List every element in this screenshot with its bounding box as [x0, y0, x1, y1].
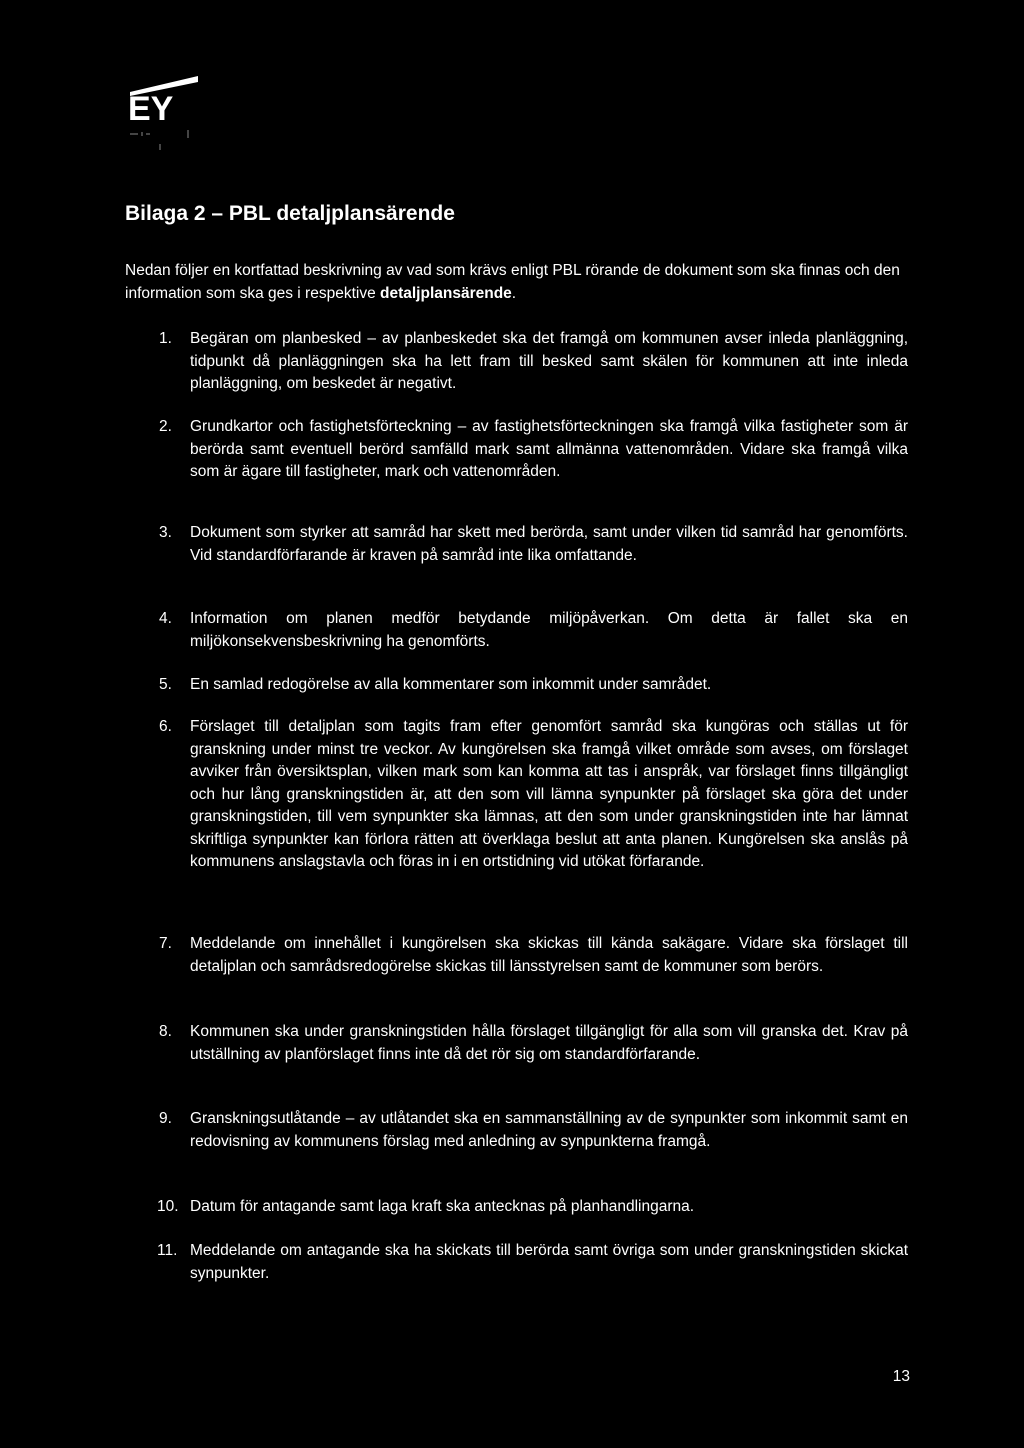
- intro-paragraph: [125, 259, 906, 305]
- list-item-number: 7.: [159, 935, 172, 952]
- list-item-number: 5.: [159, 676, 172, 693]
- list-item-number: 4.: [159, 610, 172, 627]
- document-heading: Bilaga 2 – PBL detaljplansärende: [125, 202, 455, 225]
- list-item-text: Kommunen ska under granskningstiden hålla förslaget tillgängligt för alla som vill granska det. Krav på utställning av planförslaget finns inte då det rör sig om standardförfarande.: [190, 1023, 908, 1063]
- list-item-number: 9.: [159, 1110, 172, 1127]
- list-item-number: 3.: [159, 524, 172, 541]
- page-number: 13: [892, 1368, 910, 1385]
- list-item-number: 2.: [159, 418, 172, 435]
- list-item-text: Begäran om planbesked – av planbeskedet ska det framgå om kommunen avser inleda planläggning, tidpunkt då planläggningen ska ha lett fram till besked samt skälen för kommunen att inte inleda planläggning, om beskedet är negativt.: [190, 330, 908, 392]
- logo-text: EY: [128, 90, 174, 128]
- list-item-number: 6.: [159, 718, 172, 735]
- list-item-number: 10.: [157, 1198, 179, 1215]
- list-item-text: Meddelande om antagande ska ha skickats till berörda samt övriga som under granskningstiden skickat synpunkter.: [190, 1242, 908, 1282]
- intro-text: Nedan följer en kortfattad beskrivning av vad som krävs enligt PBL rörande de dokument som ska finnas och den information som ska ges i respektive: [125, 262, 900, 302]
- list-item-number: 11.: [157, 1242, 178, 1259]
- list-item-text: En samlad redogörelse av alla kommentarer som inkommit under samrådet.: [190, 676, 712, 693]
- list-item-number: 1.: [159, 330, 172, 347]
- list-item-text: Datum för antagande samt laga kraft ska antecknas på planhandlingarna.: [190, 1198, 695, 1215]
- list-item-text: Dokument som styrker att samråd har skett med berörda, samt under vilken tid samråd har genomförts. Vid standardförfarande är kraven på samråd inte lika omfattande.: [190, 524, 908, 564]
- intro-bold: detaljplansärende: [380, 285, 512, 302]
- list-item-text: Granskningsutlåtande – av utlåtandet ska en sammanställning av de synpunkter som inkommit samt en redovisning av kommunens förslag med anledning av synpunkterna framgå.: [190, 1110, 908, 1150]
- intro-tail: .: [511, 285, 517, 302]
- ey-logo: [126, 74, 206, 154]
- list-item-text: Information om planen medför betydande miljöpåverkan. Om detta är fallet ska en miljökonsekvensbeskrivning ha genomförts.: [190, 610, 908, 650]
- list-item-number: 8.: [159, 1023, 172, 1040]
- ey-logo-mark: [126, 74, 206, 154]
- list-item-text: Grundkartor och fastighetsförteckning – av fastighetsförteckningen ska framgå vilka fastigheter som är berörda samt eventuell berörd samfälld mark samt allmänna vattenområden. Vidare ska framgå vilka som är ägare till fastigheter, mark och vattenområden.: [190, 418, 908, 480]
- list-item-text: Meddelande om innehållet i kungörelsen ska skickas till kända sakägare. Vidare ska förslaget till detaljplan och samrådsredogörelse skickas till länsstyrelsen samt de kommuner som berörs.: [190, 935, 908, 975]
- list-item-text: Förslaget till detaljplan som tagits fram efter genomfört samråd ska kungöras och ställas ut för granskning under minst tre veckor. Av kungörelsen ska framgå vilket område som avses, om förslaget avviker från översiktsplan, vilken mark som kan komma att tas i anspråk, var förslaget finns tillgängligt och hur lång granskningstiden är, att den som vill lämna synpunkter på förslaget ska göra det under granskningstiden, till vem synpunkter ska lämnas, att den som under granskningstiden inte har lämnat skriftliga synpunkter kan förlora rätten att överklaga beslut att anta planen. Kungörelsen ska anslås på kommunens anslagstavla och föras in i en ortstidning vid utökat förfarande.: [190, 718, 908, 870]
